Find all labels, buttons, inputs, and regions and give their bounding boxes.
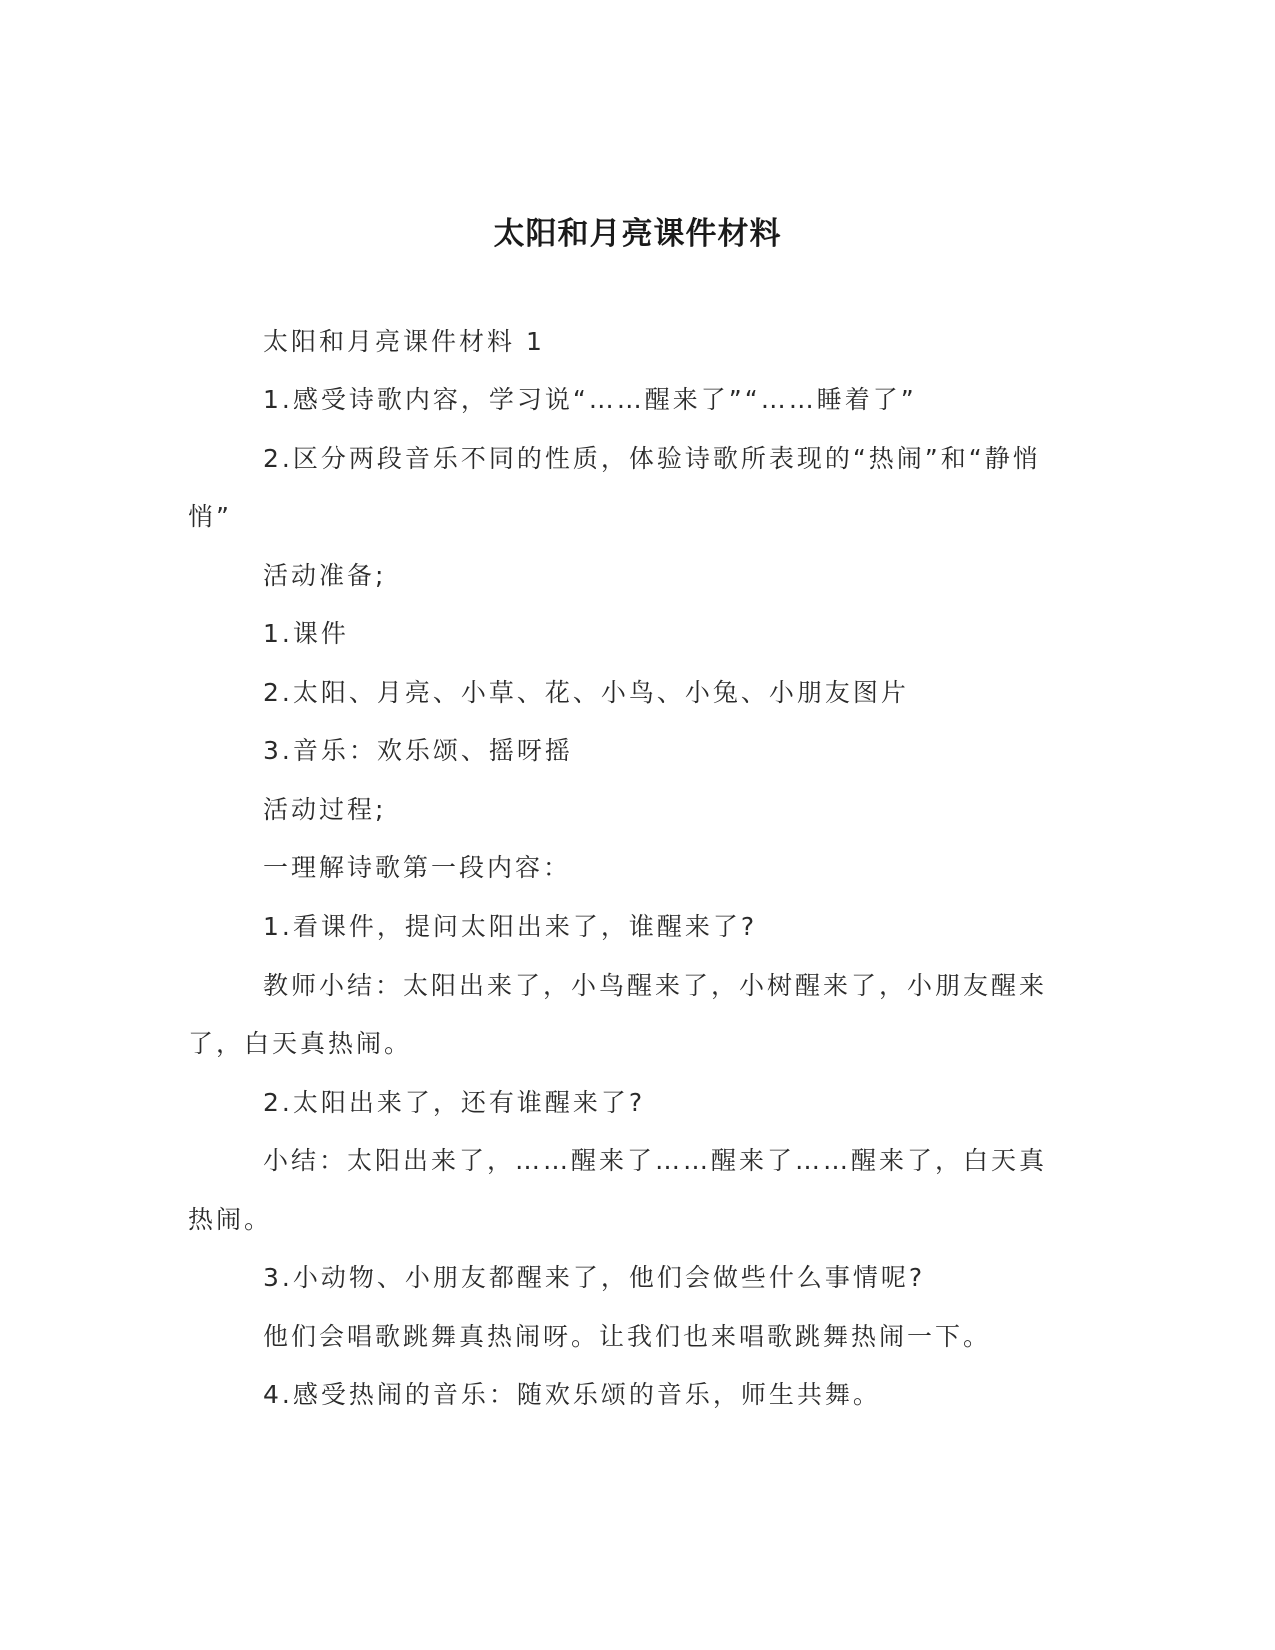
prep-item-3: 3.音乐：欢乐颂、摇呀摇 <box>263 736 573 765</box>
summary-2-continued: 热闹。 <box>188 1205 273 1234</box>
process-item-2: 2.太阳出来了，还有谁醒来了? <box>263 1088 646 1117</box>
prep-item-2: 2.太阳、月亮、小草、花、小鸟、小兔、小朋友图片 <box>263 678 909 707</box>
process-heading: 活动过程; <box>263 795 387 824</box>
teacher-summary-continued: 了，白天真热闹。 <box>188 1029 413 1058</box>
process-item-3: 3.小动物、小朋友都醒来了，他们会做些什么事情呢? <box>263 1263 926 1292</box>
process-item-3-answer: 他们会唱歌跳舞真热闹呀。让我们也来唱歌跳舞热闹一下。 <box>263 1322 992 1351</box>
prep-heading: 活动准备; <box>263 561 387 590</box>
goal-2-continued: 悄” <box>188 502 232 531</box>
process-step-heading: 一理解诗歌第一段内容： <box>263 853 572 882</box>
summary-2: 小结：太阳出来了，……醒来了……醒来了……醒来了，白天真 <box>263 1146 1048 1175</box>
goal-2: 2.区分两段音乐不同的性质，体验诗歌所表现的“热闹”和“静悄 <box>263 444 1041 473</box>
goal-1: 1.感受诗歌内容，学习说“……醒来了”“……睡着了” <box>263 385 917 414</box>
teacher-summary: 教师小结：太阳出来了，小鸟醒来了，小树醒来了，小朋友醒来 <box>263 971 1048 1000</box>
section-heading: 太阳和月亮课件材料 1 <box>263 327 545 356</box>
process-item-1: 1.看课件，提问太阳出来了，谁醒来了? <box>263 912 758 941</box>
prep-item-1: 1.课件 <box>263 619 349 648</box>
process-item-4: 4.感受热闹的音乐：随欢乐颂的音乐，师生共舞。 <box>263 1380 881 1409</box>
document-title: 太阳和月亮课件材料 <box>493 216 782 252</box>
